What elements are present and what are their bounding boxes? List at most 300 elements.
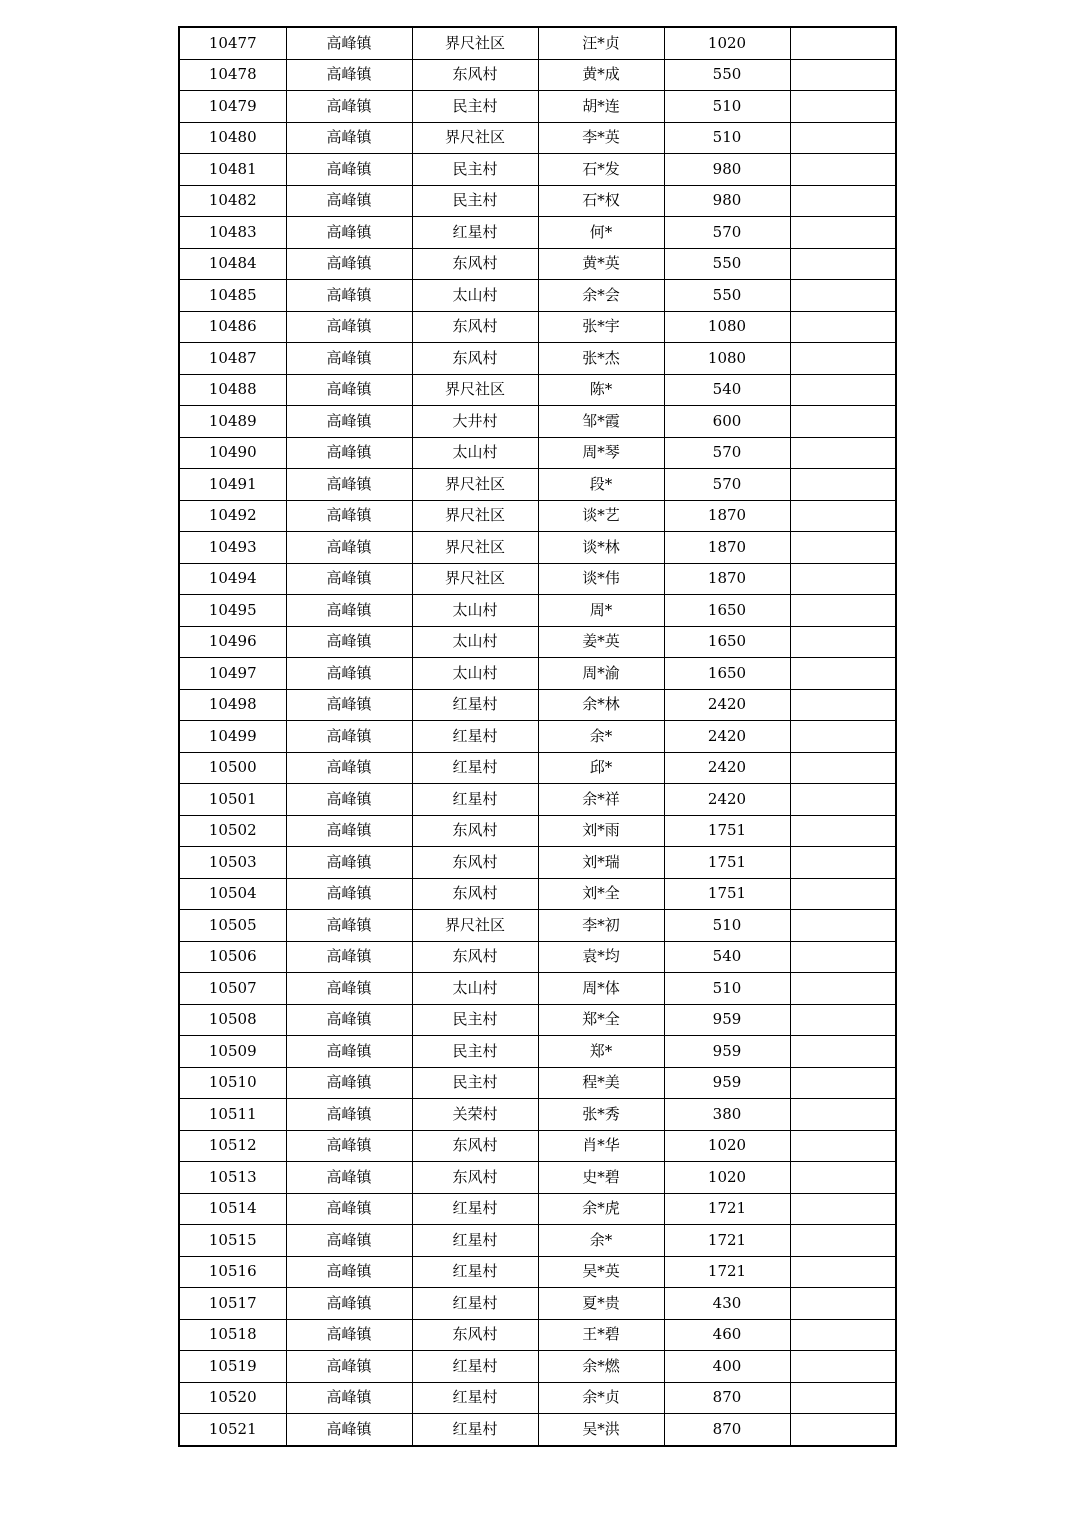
name-cell: 周*体 [538, 973, 664, 1005]
name-cell: 邹*霞 [538, 406, 664, 438]
name-cell: 周* [538, 595, 664, 627]
village-cell: 民主村 [412, 91, 538, 123]
serial-number-cell: 10503 [179, 847, 286, 879]
town-cell: 高峰镇 [286, 500, 412, 532]
town-cell: 高峰镇 [286, 1225, 412, 1257]
note-cell [790, 27, 896, 59]
town-cell: 高峰镇 [286, 941, 412, 973]
town-cell: 高峰镇 [286, 1067, 412, 1099]
village-cell: 东风村 [412, 248, 538, 280]
village-cell: 民主村 [412, 154, 538, 186]
serial-number-cell: 10517 [179, 1288, 286, 1320]
amount-cell: 510 [664, 910, 790, 942]
serial-number-cell: 10514 [179, 1193, 286, 1225]
serial-number-cell: 10495 [179, 595, 286, 627]
serial-number-cell: 10501 [179, 784, 286, 816]
serial-number-cell: 10511 [179, 1099, 286, 1131]
serial-number-cell: 10483 [179, 217, 286, 249]
name-cell: 郑* [538, 1036, 664, 1068]
town-cell: 高峰镇 [286, 658, 412, 690]
village-cell: 东风村 [412, 343, 538, 375]
village-cell: 东风村 [412, 815, 538, 847]
table-row [179, 878, 896, 910]
amount-cell: 2420 [664, 784, 790, 816]
note-cell [790, 1319, 896, 1351]
town-cell: 高峰镇 [286, 626, 412, 658]
table-row [179, 595, 896, 627]
table-row [179, 1256, 896, 1288]
note-cell [790, 1256, 896, 1288]
note-cell [790, 185, 896, 217]
town-cell: 高峰镇 [286, 154, 412, 186]
serial-number-cell: 10504 [179, 878, 286, 910]
amount-cell: 2420 [664, 689, 790, 721]
amount-cell: 1650 [664, 658, 790, 690]
note-cell [790, 532, 896, 564]
name-cell: 余* [538, 1225, 664, 1257]
village-cell: 民主村 [412, 1004, 538, 1036]
village-cell: 界尺社区 [412, 374, 538, 406]
serial-number-cell: 10510 [179, 1067, 286, 1099]
village-cell: 红星村 [412, 721, 538, 753]
table-row [179, 752, 896, 784]
village-cell: 红星村 [412, 689, 538, 721]
note-cell [790, 343, 896, 375]
serial-number-cell: 10507 [179, 973, 286, 1005]
note-cell [790, 500, 896, 532]
town-cell: 高峰镇 [286, 59, 412, 91]
table-row [179, 248, 896, 280]
amount-cell: 550 [664, 59, 790, 91]
village-cell: 东风村 [412, 1319, 538, 1351]
table-row [179, 185, 896, 217]
note-cell [790, 437, 896, 469]
name-cell: 谈*林 [538, 532, 664, 564]
serial-number-cell: 10478 [179, 59, 286, 91]
village-cell: 关荣村 [412, 1099, 538, 1131]
note-cell [790, 658, 896, 690]
name-cell: 肖*华 [538, 1130, 664, 1162]
village-cell: 民主村 [412, 1036, 538, 1068]
town-cell: 高峰镇 [286, 910, 412, 942]
note-cell [790, 154, 896, 186]
note-cell [790, 59, 896, 91]
serial-number-cell: 10521 [179, 1414, 286, 1446]
serial-number-cell: 10509 [179, 1036, 286, 1068]
serial-number-cell: 10490 [179, 437, 286, 469]
table-row [179, 1382, 896, 1414]
serial-number-cell: 10486 [179, 311, 286, 343]
village-cell: 民主村 [412, 185, 538, 217]
amount-cell: 870 [664, 1414, 790, 1446]
note-cell [790, 122, 896, 154]
amount-cell: 1870 [664, 563, 790, 595]
note-cell [790, 248, 896, 280]
name-cell: 邱* [538, 752, 664, 784]
note-cell [790, 374, 896, 406]
table-row [179, 280, 896, 312]
village-cell: 红星村 [412, 217, 538, 249]
note-cell [790, 1036, 896, 1068]
town-cell: 高峰镇 [286, 311, 412, 343]
amount-cell: 1870 [664, 532, 790, 564]
table-row [179, 1162, 896, 1194]
serial-number-cell: 10485 [179, 280, 286, 312]
town-cell: 高峰镇 [286, 406, 412, 438]
serial-number-cell: 10494 [179, 563, 286, 595]
village-cell: 太山村 [412, 658, 538, 690]
amount-cell: 1751 [664, 847, 790, 879]
table-row [179, 563, 896, 595]
table-row [179, 1351, 896, 1383]
table-row [179, 941, 896, 973]
name-cell: 余* [538, 721, 664, 753]
town-cell: 高峰镇 [286, 469, 412, 501]
town-cell: 高峰镇 [286, 1414, 412, 1446]
serial-number-cell: 10506 [179, 941, 286, 973]
name-cell: 王*碧 [538, 1319, 664, 1351]
name-cell: 吴*英 [538, 1256, 664, 1288]
table-row [179, 784, 896, 816]
table-row [179, 122, 896, 154]
amount-cell: 1020 [664, 1162, 790, 1194]
amount-cell: 380 [664, 1099, 790, 1131]
serial-number-cell: 10482 [179, 185, 286, 217]
village-cell: 界尺社区 [412, 122, 538, 154]
village-cell: 东风村 [412, 311, 538, 343]
note-cell [790, 910, 896, 942]
village-cell: 太山村 [412, 437, 538, 469]
name-cell: 余*贞 [538, 1382, 664, 1414]
serial-number-cell: 10487 [179, 343, 286, 375]
village-cell: 东风村 [412, 878, 538, 910]
name-cell: 陈* [538, 374, 664, 406]
amount-cell: 570 [664, 217, 790, 249]
amount-cell: 510 [664, 122, 790, 154]
serial-number-cell: 10491 [179, 469, 286, 501]
table-row [179, 1130, 896, 1162]
table-row [179, 910, 896, 942]
amount-cell: 870 [664, 1382, 790, 1414]
town-cell: 高峰镇 [286, 91, 412, 123]
town-cell: 高峰镇 [286, 1382, 412, 1414]
amount-cell: 570 [664, 469, 790, 501]
town-cell: 高峰镇 [286, 1036, 412, 1068]
name-cell: 李*初 [538, 910, 664, 942]
town-cell: 高峰镇 [286, 847, 412, 879]
note-cell [790, 815, 896, 847]
amount-cell: 959 [664, 1067, 790, 1099]
serial-number-cell: 10481 [179, 154, 286, 186]
note-cell [790, 280, 896, 312]
amount-cell: 1080 [664, 343, 790, 375]
name-cell: 李*英 [538, 122, 664, 154]
name-cell: 余*祥 [538, 784, 664, 816]
serial-number-cell: 10489 [179, 406, 286, 438]
serial-number-cell: 10484 [179, 248, 286, 280]
amount-cell: 1751 [664, 815, 790, 847]
serial-number-cell: 10499 [179, 721, 286, 753]
table-row [179, 1004, 896, 1036]
serial-number-cell: 10479 [179, 91, 286, 123]
serial-number-cell: 10480 [179, 122, 286, 154]
name-cell: 程*美 [538, 1067, 664, 1099]
village-cell: 红星村 [412, 1193, 538, 1225]
table-row [179, 1414, 896, 1446]
note-cell [790, 1225, 896, 1257]
name-cell: 谈*伟 [538, 563, 664, 595]
name-cell: 黄*英 [538, 248, 664, 280]
name-cell: 郑*全 [538, 1004, 664, 1036]
town-cell: 高峰镇 [286, 721, 412, 753]
village-cell: 界尺社区 [412, 910, 538, 942]
name-cell: 余*虎 [538, 1193, 664, 1225]
note-cell [790, 1130, 896, 1162]
village-cell: 红星村 [412, 1256, 538, 1288]
note-cell [790, 784, 896, 816]
note-cell [790, 973, 896, 1005]
town-cell: 高峰镇 [286, 1288, 412, 1320]
note-cell [790, 1414, 896, 1446]
town-cell: 高峰镇 [286, 784, 412, 816]
amount-cell: 959 [664, 1036, 790, 1068]
name-cell: 石*权 [538, 185, 664, 217]
serial-number-cell: 10497 [179, 658, 286, 690]
amount-cell: 600 [664, 406, 790, 438]
name-cell: 吴*洪 [538, 1414, 664, 1446]
town-cell: 高峰镇 [286, 532, 412, 564]
village-cell: 太山村 [412, 280, 538, 312]
amount-cell: 980 [664, 154, 790, 186]
serial-number-cell: 10488 [179, 374, 286, 406]
serial-number-cell: 10515 [179, 1225, 286, 1257]
table-row [179, 27, 896, 59]
town-cell: 高峰镇 [286, 1162, 412, 1194]
town-cell: 高峰镇 [286, 815, 412, 847]
table-row [179, 217, 896, 249]
town-cell: 高峰镇 [286, 1351, 412, 1383]
note-cell [790, 311, 896, 343]
table-row [179, 532, 896, 564]
serial-number-cell: 10498 [179, 689, 286, 721]
note-cell [790, 1067, 896, 1099]
name-cell: 刘*全 [538, 878, 664, 910]
town-cell: 高峰镇 [286, 122, 412, 154]
serial-number-cell: 10505 [179, 910, 286, 942]
village-cell: 太山村 [412, 595, 538, 627]
table-row [179, 154, 896, 186]
name-cell: 袁*均 [538, 941, 664, 973]
serial-number-cell: 10500 [179, 752, 286, 784]
amount-cell: 2420 [664, 721, 790, 753]
table-row [179, 1099, 896, 1131]
name-cell: 余*会 [538, 280, 664, 312]
amount-cell: 1080 [664, 311, 790, 343]
amount-cell: 2420 [664, 752, 790, 784]
town-cell: 高峰镇 [286, 437, 412, 469]
town-cell: 高峰镇 [286, 248, 412, 280]
note-cell [790, 847, 896, 879]
amount-cell: 1020 [664, 27, 790, 59]
village-cell: 红星村 [412, 1288, 538, 1320]
note-cell [790, 1382, 896, 1414]
serial-number-cell: 10508 [179, 1004, 286, 1036]
name-cell: 周*琴 [538, 437, 664, 469]
village-cell: 东风村 [412, 1162, 538, 1194]
town-cell: 高峰镇 [286, 1193, 412, 1225]
note-cell [790, 469, 896, 501]
village-cell: 界尺社区 [412, 532, 538, 564]
table-row [179, 1193, 896, 1225]
amount-cell: 959 [664, 1004, 790, 1036]
note-cell [790, 721, 896, 753]
note-cell [790, 1162, 896, 1194]
name-cell: 胡*连 [538, 91, 664, 123]
town-cell: 高峰镇 [286, 595, 412, 627]
table-row [179, 437, 896, 469]
serial-number-cell: 10502 [179, 815, 286, 847]
serial-number-cell: 10496 [179, 626, 286, 658]
table-row [179, 1319, 896, 1351]
serial-number-cell: 10512 [179, 1130, 286, 1162]
town-cell: 高峰镇 [286, 27, 412, 59]
amount-cell: 460 [664, 1319, 790, 1351]
name-cell: 张*秀 [538, 1099, 664, 1131]
name-cell: 黄*成 [538, 59, 664, 91]
village-cell: 红星村 [412, 1414, 538, 1446]
note-cell [790, 689, 896, 721]
name-cell: 段* [538, 469, 664, 501]
serial-number-cell: 10513 [179, 1162, 286, 1194]
table-row [179, 658, 896, 690]
town-cell: 高峰镇 [286, 973, 412, 1005]
name-cell: 周*渝 [538, 658, 664, 690]
name-cell: 史*碧 [538, 1162, 664, 1194]
town-cell: 高峰镇 [286, 343, 412, 375]
table-row [179, 721, 896, 753]
serial-number-cell: 10492 [179, 500, 286, 532]
table-row [179, 374, 896, 406]
name-cell: 张*宇 [538, 311, 664, 343]
table-row [179, 1067, 896, 1099]
amount-cell: 550 [664, 248, 790, 280]
town-cell: 高峰镇 [286, 217, 412, 249]
amount-cell: 540 [664, 374, 790, 406]
town-cell: 高峰镇 [286, 1130, 412, 1162]
village-cell: 界尺社区 [412, 500, 538, 532]
table-row [179, 500, 896, 532]
note-cell [790, 595, 896, 627]
village-cell: 界尺社区 [412, 27, 538, 59]
serial-number-cell: 10477 [179, 27, 286, 59]
village-cell: 红星村 [412, 1225, 538, 1257]
amount-cell: 980 [664, 185, 790, 217]
village-cell: 民主村 [412, 1067, 538, 1099]
village-cell: 红星村 [412, 784, 538, 816]
amount-cell: 570 [664, 437, 790, 469]
town-cell: 高峰镇 [286, 563, 412, 595]
amount-cell: 1751 [664, 878, 790, 910]
name-cell: 姜*英 [538, 626, 664, 658]
village-cell: 界尺社区 [412, 563, 538, 595]
table-row [179, 91, 896, 123]
amount-cell: 1721 [664, 1256, 790, 1288]
town-cell: 高峰镇 [286, 280, 412, 312]
record-table [178, 26, 897, 1447]
amount-cell: 540 [664, 941, 790, 973]
table-row [179, 1288, 896, 1320]
note-cell [790, 563, 896, 595]
serial-number-cell: 10518 [179, 1319, 286, 1351]
name-cell: 石*发 [538, 154, 664, 186]
village-cell: 太山村 [412, 973, 538, 1005]
name-cell: 汪*贞 [538, 27, 664, 59]
name-cell: 谈*艺 [538, 500, 664, 532]
table-row [179, 973, 896, 1005]
amount-cell: 550 [664, 280, 790, 312]
name-cell: 刘*雨 [538, 815, 664, 847]
name-cell: 余*燃 [538, 1351, 664, 1383]
village-cell: 红星村 [412, 1351, 538, 1383]
village-cell: 大井村 [412, 406, 538, 438]
village-cell: 东风村 [412, 59, 538, 91]
village-cell: 红星村 [412, 752, 538, 784]
note-cell [790, 1099, 896, 1131]
table-row [179, 626, 896, 658]
name-cell: 张*杰 [538, 343, 664, 375]
record-table-body [179, 27, 896, 1446]
table-row [179, 406, 896, 438]
town-cell: 高峰镇 [286, 185, 412, 217]
table-row [179, 469, 896, 501]
note-cell [790, 406, 896, 438]
town-cell: 高峰镇 [286, 752, 412, 784]
serial-number-cell: 10520 [179, 1382, 286, 1414]
amount-cell: 1020 [664, 1130, 790, 1162]
town-cell: 高峰镇 [286, 1099, 412, 1131]
note-cell [790, 626, 896, 658]
amount-cell: 510 [664, 973, 790, 1005]
village-cell: 东风村 [412, 1130, 538, 1162]
note-cell [790, 752, 896, 784]
town-cell: 高峰镇 [286, 1256, 412, 1288]
amount-cell: 1650 [664, 595, 790, 627]
name-cell: 何* [538, 217, 664, 249]
table-row [179, 815, 896, 847]
town-cell: 高峰镇 [286, 878, 412, 910]
serial-number-cell: 10516 [179, 1256, 286, 1288]
note-cell [790, 1351, 896, 1383]
note-cell [790, 1288, 896, 1320]
table-row [179, 1036, 896, 1068]
table-row [179, 847, 896, 879]
amount-cell: 1650 [664, 626, 790, 658]
town-cell: 高峰镇 [286, 1319, 412, 1351]
village-cell: 太山村 [412, 626, 538, 658]
town-cell: 高峰镇 [286, 689, 412, 721]
note-cell [790, 91, 896, 123]
note-cell [790, 878, 896, 910]
amount-cell: 510 [664, 91, 790, 123]
table-row [179, 59, 896, 91]
village-cell: 红星村 [412, 1382, 538, 1414]
village-cell: 东风村 [412, 847, 538, 879]
table-row [179, 689, 896, 721]
village-cell: 界尺社区 [412, 469, 538, 501]
note-cell [790, 941, 896, 973]
serial-number-cell: 10493 [179, 532, 286, 564]
table-row [179, 343, 896, 375]
